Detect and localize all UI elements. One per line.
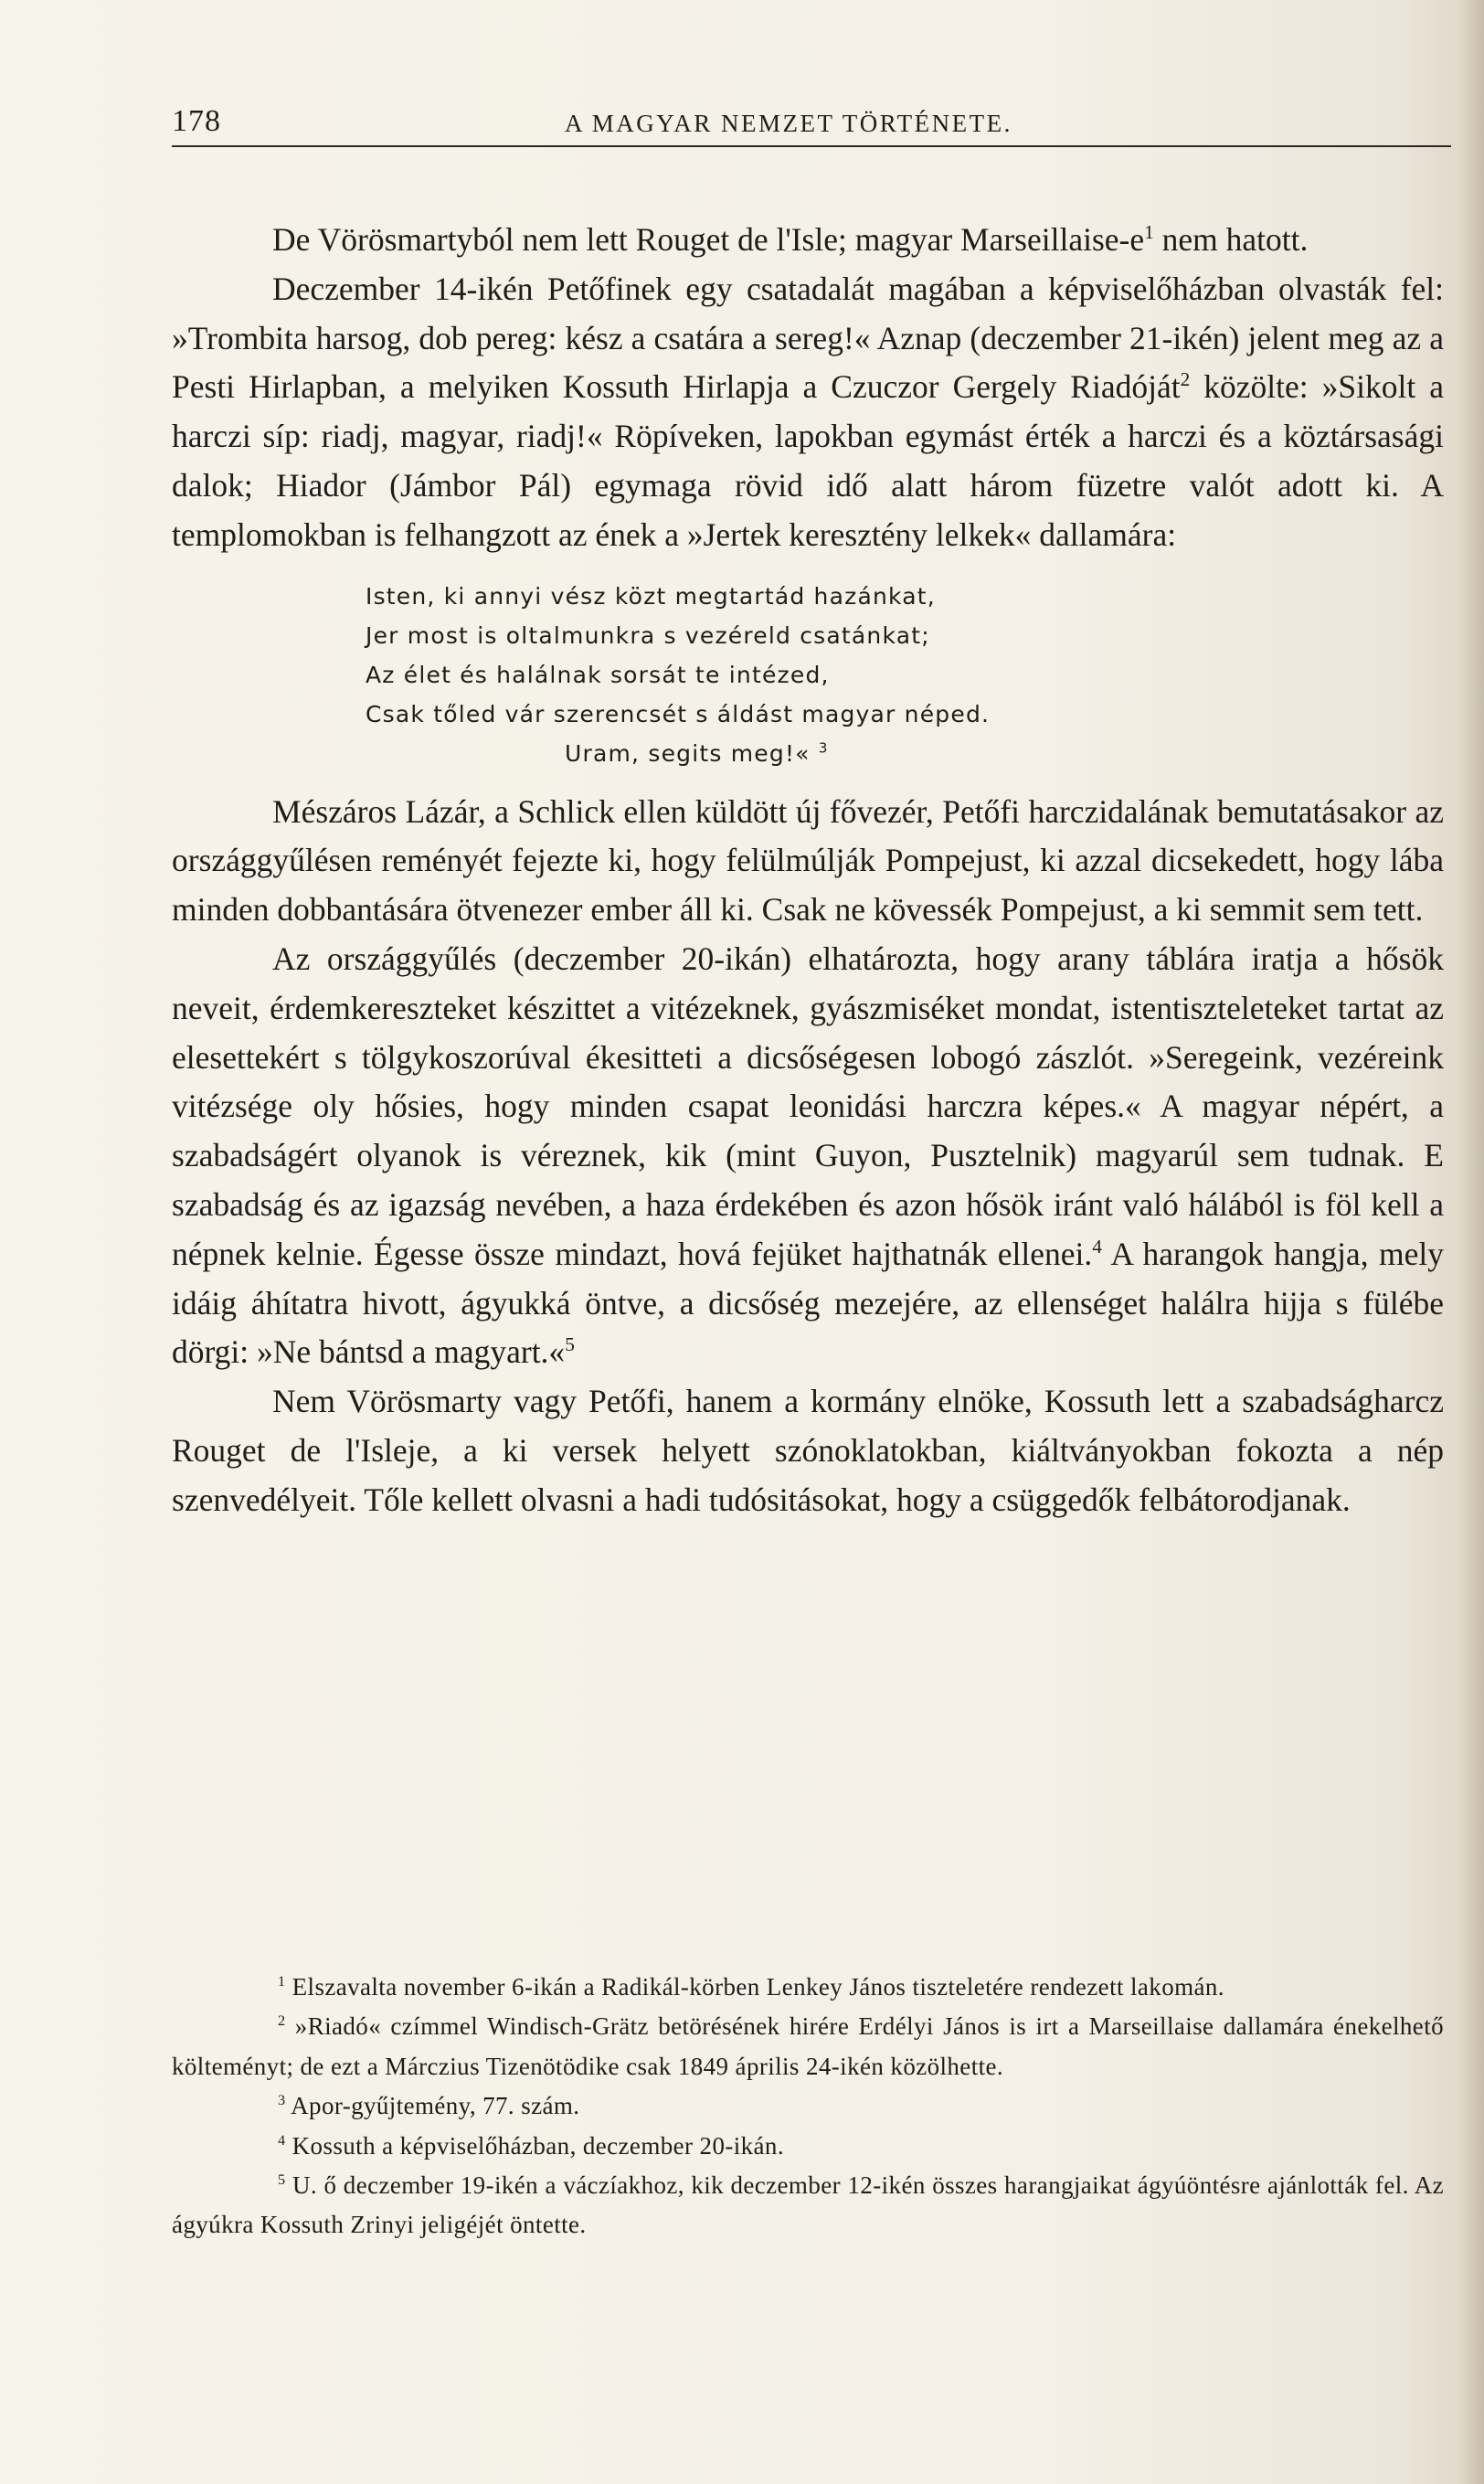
poem-line: Isten, ki annyi vész közt megtartád hazánkat, (366, 582, 936, 610)
paragraph-1-text: De Vörösmartyból nem lett Rouget de l'Isle; magyar Marseillaise-e (272, 221, 1145, 258)
poem-line: Jer most is oltalmunkra s vezéreld csatánkat; (366, 621, 930, 649)
footnote-mark: 4 (278, 2131, 286, 2149)
main-text (172, 216, 1444, 1525)
poem-line-last (366, 734, 1444, 773)
paragraph-5: Nem Vörösmarty vagy Petőfi, hanem a kormány elnöke, Kossuth lett a szabadságharcz Rouget de l'Isleje, a ki versek helyett szónoklatokban, kiáltványokban fokozta a nép szenvedélyeit. Tőle kellett olvasni a hadi tudósitásokat, hogy a csüggedők felbátorodjanak. (172, 1383, 1444, 1518)
paragraph-2-tail: közölte: »Sikolt a harczi síp: riadj, magyar, riadj!« Röpíveken, lapokban egymást érték a harczi és a köztársasági dalok; Hiador (Jámbor Pál) egymaga rövid idő alatt három füzetre valót adott ki. A templomokban is felhangzott az ének a »Jertek keresztény lelkek« dallamára: (172, 368, 1444, 553)
footnote-text: Apor-gyűjtemény, 77. szám. (285, 2092, 580, 2120)
page-number: 178 (172, 104, 221, 138)
poem-line-text: Uram, segits meg!« (565, 739, 811, 767)
paragraph-4-tail: A harangok hangja, mely idáig áhítatra hivott, ágyukká öntve, a dicsőség mezejére, az ellenséget halálra hijja s fülébe dörgi: »Ne bántsd a magyart.« (172, 1235, 1444, 1371)
poem-line: Az élet és halálnak sorsát te intézed, (366, 661, 830, 688)
footnote-mark: 2 (278, 2012, 286, 2030)
footnote (172, 2007, 1444, 2086)
footnote-ref-5: 5 (565, 1333, 575, 1356)
running-title: A MAGYAR NEMZET TÖRTÉNETE. (565, 110, 1012, 137)
footnote-ref-1: 1 (1144, 221, 1154, 244)
footnote-text: Elszavalta november 6-ikán a Radikál-körben Lenkey János tiszteletére rendezett lakomán. (285, 1973, 1224, 2001)
poem-line: Csak tőled vár szerencsét s áldást magyar néped. (366, 700, 991, 727)
paragraph-2 (172, 265, 1444, 560)
paragraph-3: Mészáros Lázár, a Schlick ellen küldött új fővezér, Petőfi harczidalának bemutatásakor az országgyűlésen reményét fejezte ki, hogy felülmúlják Pompejust, ki azzal dicsekedett, hogy lába minden dobbantására ötvenezer ember áll ki. Csak ne kövessék Pompejust, a ki semmit sem tett. (172, 792, 1444, 929)
page-header (172, 104, 1451, 148)
paragraph-2-text: Deczember 14-ikén Petőfinek egy csatadalát magában a képviselőházban olvasták fel: »Trombita harsog, dob pereg: kész a csatára a sereg!« Aznap (deczember 21-ikén) jelent meg az a Pesti Hirlapban, a melyiken Kossuth Hirlapja a Czuczor Gergely Riadóját (172, 270, 1444, 406)
footnote-mark: 5 (278, 2171, 286, 2189)
footnote-ref-4: 4 (1092, 1235, 1102, 1258)
footnote (172, 2086, 1444, 2126)
footnote (172, 2166, 1444, 2245)
footnote (172, 2127, 1444, 2166)
footnote-text: Kossuth a képviselőházban, deczember 20-ikán. (285, 2131, 784, 2160)
footnote-mark: 1 (278, 1973, 286, 1990)
footnote-text: »Riadó« czímmel Windisch-Grätz betörésének hirére Erdélyi János is irt a Marseillaise dallamára énekelhető költeményt; de ezt a Márczius Tizenötödike csak 1849 április 24-ikén közölhette. (172, 2012, 1444, 2080)
hymn-quote (366, 577, 1444, 773)
footnote-ref-2: 2 (1180, 368, 1191, 391)
footnotes (172, 1968, 1444, 2245)
paragraph-1-tail: nem hatott. (1153, 221, 1309, 258)
paragraph-4 (172, 935, 1444, 1377)
header-rule (172, 145, 1451, 147)
page-edge-shadow (1458, 0, 1484, 2484)
footnote-text: U. ő deczember 19-ikén a váczíakhoz, kik deczember 12-ikén összes harangjaikat ágyúöntésre ajánlották fel. Az ágyúkra Kossuth Zrinyi jeligéjét öntette. (172, 2171, 1444, 2239)
footnote-mark: 3 (278, 2092, 286, 2109)
paragraph-4-text: Az országgyűlés (deczember 20-ikán) elhatározta, hogy arany táblára iratja a hősök neveit, érdemkereszteket készittet a vitézeknek, gyászmiséket mondat, istentiszteleteket tartat az elesettekért s tölgykoszorúval ékesitteti a dicsőségesen lobogó zászlót. »Seregeink, vezéreink vitézsége oly hősies, hogy minden csapat leonidási harczra képes.« A magyar népért, a szabadságért olyanok is véreznek, kik (mint Guyon, Pusztelnik) magyarúl sem tudnak. E szabadság és az igazság nevében, a haza érdekében és azon hősök iránt való hálából is föl kell a népnek kelnie. Égesse össze mindazt, hová fejüket hajthatnák ellenei. (172, 939, 1444, 1272)
footnote (172, 1968, 1444, 2007)
footnote-ref-3: 3 (818, 739, 829, 757)
paragraph-1 (172, 216, 1444, 265)
